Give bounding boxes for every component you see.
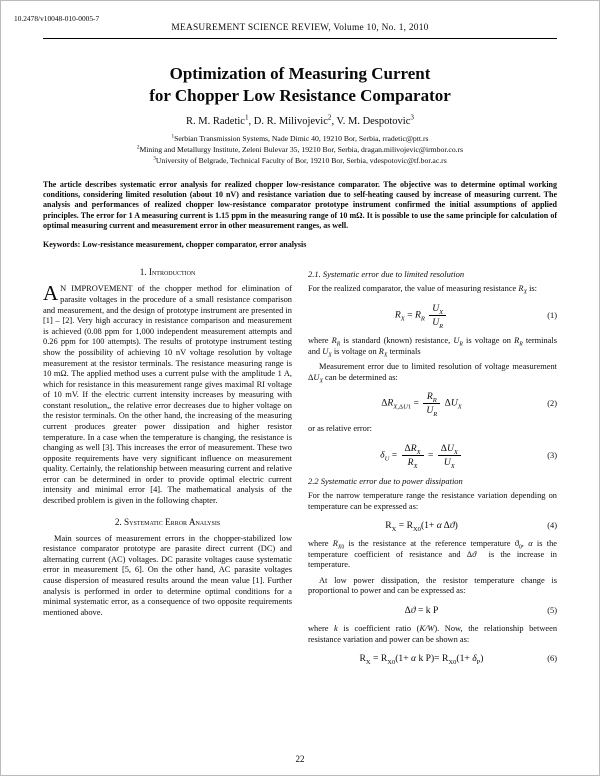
equation-3-body: $\delta_U$ = $\frac{\Delta R_X}{R_X}$ = $\frac{\Delta U_X}{U_X}$ [308, 443, 535, 468]
section-2-1-paragraph-3: Measurement error due to limited resolution of voltage measurement $\Delta U_X$ can be determined as: [308, 362, 557, 385]
affiliation-3: $^3$University of Belgrade, Technical Faculty of Bor, 19210 Bor, Serbia, vdespotovic@tf.bor.ac.rs [153, 155, 447, 165]
section-1-heading: 1. Introduction [139, 267, 196, 278]
paper-title [43, 63, 557, 107]
page-number: 22 [295, 754, 305, 764]
section-2-heading: 2. Systematic Error Analysis [114, 516, 221, 527]
section-2-1-paragraph-1: For the realized comparator, the value of measuring resistance $R_X$ is: [308, 284, 537, 297]
equation-2-number: (2) [547, 399, 557, 409]
section-2-1-heading: 2.1. Systematic error due to limited resolution [308, 269, 465, 280]
dropcap: A [43, 281, 59, 306]
intro-paragraph [43, 281, 292, 506]
affiliation-2: $^2$Mining and Metallurgy Institute, Zeleni Bulevar 35, 19210 Bor, Serbia, dragan.milivojevic@irmbor.co.rs [136, 144, 464, 154]
equation-5-number: (5) [547, 606, 557, 615]
section-2-2-paragraph-1: For the narrow temperature range the resistance variation depending on temperature can be expressed as: [308, 490, 557, 511]
journal-header: MEASUREMENT SCIENCE REVIEW, Volume 10, No. 1, 2010 [171, 23, 429, 33]
paper-title-line2: for Chopper Low Resistance Comparator [149, 86, 451, 106]
equation-3 [308, 443, 557, 468]
section-2-1-paragraph-4: or as relative error: [308, 424, 372, 434]
intro-paragraph-text: N IMPROVEMENT of the chopper method for elimination of parasite voltages in the procedure of a small resistance comparison and measurement, and the design of prototype instrument are presented in [1] – [2]. Very high accuracy in resistance comparison and measurement is achieved (0.08 ppm for 1,000 independent measurement attempts and 0.26 ppm for 100 attempts). The results of prototype instrument testing show the possibility of achieving 10 nV voltage resolution by voltage measurement at the resistor terminals. The resistance measuring range is 10 mΩ. The applied method uses a current pulse with the amplitude 1 A, which for resistance in this measurement range gives maximal RI voltage of 10 mV. If the electric current intensity increases by measuring with constant resolution,, the relative error decreases due to higher voltage on the resistor terminals. On the other hand, the increasing of the measuring current produces greater power dissipation and higher resistor temperature. In a case when the temperature is changing, the resistance is changing as well [3]. This increases the error of measurement. These two opposite requirements have very significant influence on measurement quality. Certainly, the relationship between measuring current and relative error can be determined in order to provide optimal electric current intensity and minimal error [4]. The mathematical analysis of the described problem is given in the following chapter. [43, 284, 292, 506]
right-column [308, 262, 557, 672]
affiliation-1: $^1$Serbian Transmission Systems, Nade Dimic 40, 19210 Bor, Serbia, rradetic@ptt.rs [171, 133, 429, 144]
doi: 10.2478/v10048-010-0005-7 [14, 14, 100, 23]
authors: R. M. Radetic$^1$, D. R. Milivojevic$^2$, V. M. Despotovic$^3$ [186, 113, 414, 128]
two-column-body [43, 262, 557, 672]
equation-1-number: (1) [547, 311, 557, 321]
left-column [43, 262, 292, 672]
section-2-2-paragraph-2: where $R_{X0}$ is the resistance at the reference temperature $ϑ_0$, α is the temperature coefficient of resistance and Δϑ is the increase in temperature. [308, 539, 557, 570]
paper-title-line1: Optimization of Measuring Current [169, 64, 431, 83]
equation-5-body: Δϑ = k P [404, 605, 439, 616]
equation-4-body: $R_X = R_{X0}(1+ \alpha$ Δϑ) [385, 520, 458, 534]
equation-2-body: $\Delta R_{X,\Delta U1}$ = $\frac{R_R}{U_R}$ $\Delta U_X$ [381, 391, 462, 419]
header-rule [43, 38, 557, 39]
keywords: Keywords: Low-resistance measurement, chopper comparator, error analysis [43, 240, 307, 250]
affiliations [43, 134, 557, 166]
equation-6 [308, 653, 557, 667]
equation-1 [308, 303, 557, 328]
equation-6-body: $R_X = R_{X0}(1+ \alpha$ k $P)= R_{X0}(1+ \delta_P)$ [359, 653, 484, 667]
equation-2 [308, 391, 557, 419]
section-2-paragraph: Main sources of measurement errors in the chopper-stabilized low resistance comparator prototype are parasite direct current (DC) and alternating current (AC) voltages. DC parasite voltages cause systematic error in measurement [5, 6]. On the other hand, AC parasite voltages cause dispersion of measured results around the mean value [1]. Further analysis is performed in order to determine optimal conditions for a minimal systematic error, as a consequence of two opposite requirements mentioned above. [43, 533, 292, 617]
equation-6-number: (6) [547, 654, 557, 664]
abstract: The article describes systematic error analysis for realized chopper low-resistance comparator. The objective was to determine optimal working conditions, considering limited resolution (about 10 nV) and resistance variation due to self-heating caused by increase of measuring current. The analysis and performances of realized chopper low-resistance comparator prototype instrument confirmed the initial assumptions of applied principles. The error for 1 A measuring current is 1.15 ppm in the measuring range of 10 mΩ. It is possible to use the same principle for calculation of optimal measuring current and measurement error in other measurement ranges, as well. [43, 179, 557, 231]
section-2-2-paragraph-3: At low power dissipation, the resistor temperature change is proportional to power and can be expressed as: [308, 575, 557, 596]
equation-3-number: (3) [547, 450, 557, 460]
section-2-1-paragraph-2: where $R_R$ is standard (known) resistance, $U_R$ is voltage on $R_R$ terminals and $U_X$ is voltage on $R_X$ terminals [308, 336, 557, 359]
equation-1-body: $R_X = R_R$ $\frac{U_X}{U_R}$ [308, 303, 535, 328]
equation-5 [308, 605, 557, 616]
section-2-2-paragraph-4: where k is coefficient ratio (K/W). Now, the relationship between resistance variation and power can be shown as: [308, 624, 558, 644]
equation-4-number: (4) [547, 521, 557, 531]
section-2-2-heading: 2.2 Systematic error due to power dissipation [308, 475, 463, 486]
equation-4 [308, 520, 557, 534]
